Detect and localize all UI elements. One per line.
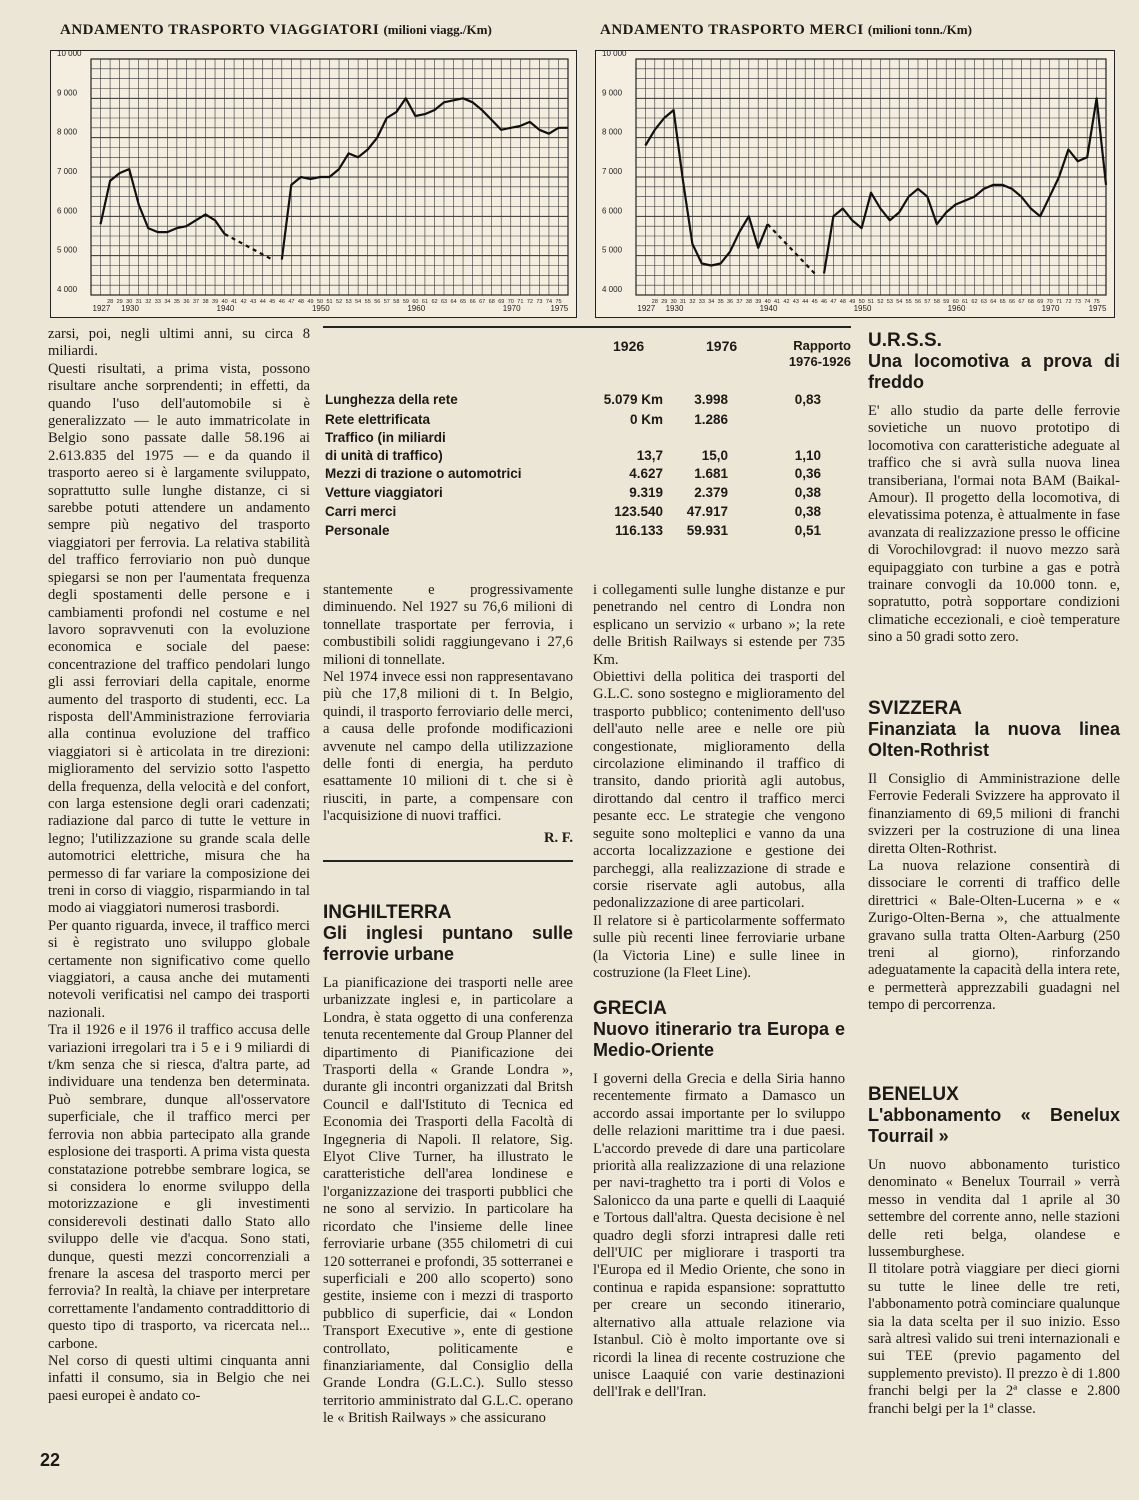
y-tick-label: 4 000 bbox=[602, 285, 623, 294]
x-minor-tick: 67 bbox=[1018, 299, 1025, 305]
table-cell-ratio: 0,38 bbox=[794, 485, 821, 500]
y-tick-label: 7 000 bbox=[57, 167, 78, 176]
chart-viaggiatori bbox=[50, 50, 577, 318]
y-tick-label: 8 000 bbox=[602, 127, 623, 137]
article-heading: BENELUX bbox=[868, 1084, 959, 1105]
table-cell-ratio: 0,83 bbox=[794, 392, 821, 407]
column-londra bbox=[593, 582, 845, 982]
table-cell-1926: 4.627 bbox=[629, 466, 663, 481]
x-minor-tick: 50 bbox=[858, 299, 865, 305]
y-tick-label: 10 000 bbox=[602, 51, 627, 58]
table-cell-label: Vetture viaggiatori bbox=[325, 485, 443, 500]
column-carbone bbox=[323, 582, 573, 847]
belgio-paragraph: Per quanto riguarda, invece, il traffico merci si è registrato uno sviluppo globale certamente non significativo come quello viaggiatori, a causa anche dei mutamenti notevoli verificatisi nel campo dei trasporti nazionali. bbox=[48, 917, 310, 1021]
article-subheading: L'abbonamento « Benelux Tourrail » bbox=[868, 1105, 1120, 1146]
x-minor-tick: 55 bbox=[364, 299, 371, 305]
x-minor-tick: 37 bbox=[736, 299, 743, 305]
x-tick-label: 1960 bbox=[947, 304, 966, 313]
x-minor-tick: 55 bbox=[905, 299, 912, 305]
x-minor-tick: 71 bbox=[517, 299, 524, 305]
x-tick-label: 1940 bbox=[216, 304, 235, 313]
table-cell-1926: 9.319 bbox=[629, 485, 663, 500]
x-minor-tick: 33 bbox=[698, 299, 705, 305]
x-minor-tick: 44 bbox=[259, 299, 266, 305]
table-cell-ratio: 0,36 bbox=[794, 466, 821, 481]
x-minor-tick: 52 bbox=[877, 299, 884, 305]
x-minor-tick: 40 bbox=[221, 299, 228, 305]
belgio-paragraph: Questi risultati, a prima vista, possono risultare anche sorprendenti; in effetti, da quando l'uso dell'automobile si è generalizzato — le auto immatricolate in Belgio sono passate dalle 58.196 ai 2.613.835 del 1975 — e da quando il trasporto aereo si è largamente sviluppato, soprattutto sulle lunghe distanze, ci si sarebbe potuti attendere un andamento sempre più negativo del trasporto viaggiatori per ferrovia. La relativa stabilità del traffico ferroviario non può dunque spiegarsi se non per l'aumentata frequenza degli spostamenti delle persone e i cambiamenti profondi nel costume e nel lavoro sopravvenuti con la evoluzione economica e sociale del paese: concentrazione del traffico pendolari lungo gli assi ferroviari della capitale, enorme aumento del trasporto di studenti, ecc. La risposta dell'Amministrazione ferroviaria alla continua evoluzione del traffico viaggiatori si è articolata in tre direzioni: miglioramento del servizio sotto l'aspetto della frequenza, della velocità e del confort, con larga estensione degli orari cadenzati; radiazione dal parco di tutte le vetture in legno; l'utilizzazione su grande scala delle automotrici elettriche, misura che ha permesso di far variare la composizione dei treni in corso di viaggio, risparmiando in tal modo ai viaggiatori numerosi trasbordi. bbox=[48, 360, 310, 917]
series-line-prewar bbox=[645, 110, 767, 265]
chart-title-merci bbox=[600, 22, 972, 39]
chart-merci-svg bbox=[596, 51, 1114, 317]
carbone-paragraph: stantemente e progressivamente diminuendo. Nel 1927 su 76,6 milioni di tonnellate trasportate per ferrovia, i combustibili solidi raggiungevano i 27,6 milioni di tonnellate. bbox=[323, 582, 573, 668]
table-cell-1976: 59.931 bbox=[686, 523, 728, 538]
x-minor-tick: 67 bbox=[479, 299, 486, 305]
y-tick-label: 5 000 bbox=[57, 245, 78, 255]
x-tick-label: 1930 bbox=[121, 304, 139, 313]
x-minor-tick: 51 bbox=[868, 299, 875, 305]
x-minor-tick: 56 bbox=[915, 299, 922, 305]
series-line-wartime-dashed bbox=[768, 224, 815, 273]
x-minor-tick: 36 bbox=[183, 299, 190, 305]
svizzera-paragraph: Il Consiglio di Amministrazione delle Ferrovie Federali Svizzere ha approvato il finanziamento di 69,5 milioni di franchi svizzeri per la costruzione di una linea diretta Olten-Rothrist. bbox=[868, 771, 1120, 857]
x-tick-label: 1975 bbox=[550, 304, 569, 313]
article-subheading: Gli inglesi puntano sulle ferrovie urbane bbox=[323, 923, 573, 964]
page-number: 22 bbox=[40, 1450, 61, 1470]
table-cell-1926: 116.133 bbox=[614, 523, 663, 538]
x-minor-tick: 45 bbox=[269, 299, 276, 305]
belgio-paragraph: Nel corso di questi ultimi cinquanta anni infatti il consumo, sia in Belgio che nei paesi europei è andato co- bbox=[48, 1352, 310, 1404]
x-minor-tick: 54 bbox=[896, 299, 903, 305]
x-minor-tick: 66 bbox=[1009, 299, 1016, 305]
x-minor-tick: 61 bbox=[962, 299, 969, 305]
table-cell-ratio: 0,38 bbox=[794, 504, 821, 519]
article-body bbox=[868, 771, 1120, 1015]
x-minor-tick: 50 bbox=[316, 299, 324, 305]
x-minor-tick: 49 bbox=[307, 299, 314, 305]
y-tick-label: 9 000 bbox=[57, 88, 78, 98]
x-minor-tick: 41 bbox=[231, 299, 238, 305]
x-minor-tick: 31 bbox=[135, 299, 142, 305]
chart-viaggiatori-svg bbox=[51, 51, 576, 317]
article-heading: GRECIA bbox=[593, 998, 667, 1019]
x-minor-tick: 71 bbox=[1056, 299, 1063, 305]
x-minor-tick: 41 bbox=[774, 299, 781, 305]
x-minor-tick: 58 bbox=[933, 299, 940, 305]
x-minor-tick: 29 bbox=[116, 299, 123, 305]
x-minor-tick: 39 bbox=[755, 299, 762, 305]
x-minor-tick: 62 bbox=[971, 299, 978, 305]
y-tick-label: 6 000 bbox=[602, 206, 623, 216]
table-cell-label: Lunghezza della rete bbox=[325, 392, 458, 407]
x-minor-tick: 40 bbox=[764, 299, 771, 305]
x-minor-tick: 46 bbox=[821, 299, 828, 305]
x-minor-tick: 68 bbox=[1027, 299, 1034, 305]
x-minor-tick: 68 bbox=[488, 299, 495, 305]
x-minor-tick: 74 bbox=[1084, 299, 1091, 305]
x-minor-tick: 45 bbox=[811, 299, 818, 305]
table-cell-1976: 3.998 bbox=[694, 392, 728, 407]
x-tick-label: 1950 bbox=[311, 304, 330, 313]
section-divider bbox=[323, 860, 573, 862]
table-cell-1976: 2.379 bbox=[694, 485, 728, 500]
x-minor-tick: 65 bbox=[460, 299, 467, 305]
x-minor-tick: 29 bbox=[661, 299, 668, 305]
x-minor-tick: 53 bbox=[345, 299, 352, 305]
x-tick-label: 1927 bbox=[637, 304, 656, 313]
y-tick-label: 4 000 bbox=[57, 285, 78, 294]
x-minor-tick: 49 bbox=[849, 299, 856, 305]
x-minor-tick: 64 bbox=[450, 299, 457, 305]
article-body bbox=[868, 1157, 1120, 1418]
svizzera-paragraph: La nuova relazione consentirà di dissociare le correnti di traffico delle direttrici « Bale-Olten-Lucerna » e « Zurigo-Olten-Berna », che attualmente gravano sulla tratta Olten-Aarburg (250 treni al giorno), rinforzando adeguatamente la capacità della intera rete, e permetterà apprezzabili guadagni nel tempo di percorrenza. bbox=[868, 858, 1120, 1014]
londra-paragraph: Obiettivi della politica dei trasporti del G.L.C. sono sostegno e miglioramento del trasporto pubblico; contenimento dell'uso dell'auto nelle aree e nelle ore più congestionate, miglioramento della circolazione eliminando il traffico di transito, dando priorità agli autobus, dirottando dal centro il traffico merci pesante ecc. Le strategie che vengono seguite sono molteplici e vanno da una accorta localizzazione e gestione dei parcheggi, alla realizzazione di strade e corsie riservate agli autobus, alla pedonalizzazione di aree particolari. bbox=[593, 669, 845, 912]
x-minor-tick: 44 bbox=[802, 299, 809, 305]
x-minor-tick: 51 bbox=[326, 299, 333, 305]
table-cell-1976: 1.286 bbox=[694, 412, 728, 427]
londra-paragraph: Il relatore si è particolarmente soffermato sulle più recenti linee ferroviarie urbane (la Victoria Line) e sulle linee in costruzione (la Fleet Line). bbox=[593, 912, 845, 981]
x-tick-label: 1940 bbox=[759, 304, 778, 313]
table-cell-label: Carri merci bbox=[325, 504, 397, 519]
table-cell-1976: 1.681 bbox=[694, 466, 728, 481]
table-cell-ratio: 0,51 bbox=[794, 523, 821, 538]
article-benelux bbox=[868, 1084, 1120, 1418]
column-belgio-text bbox=[48, 326, 310, 1405]
table-cell-label: Mezzi di trazione o automotrici bbox=[325, 466, 522, 481]
y-tick-label: 6 000 bbox=[57, 206, 78, 216]
x-minor-tick: 35 bbox=[717, 299, 724, 305]
x-minor-tick: 48 bbox=[839, 299, 846, 305]
table-cell-label: Rete elettrificata bbox=[325, 412, 431, 427]
article-svizzera bbox=[868, 698, 1120, 1015]
x-minor-tick: 34 bbox=[164, 299, 171, 305]
chart-title-viaggiatori bbox=[60, 22, 492, 39]
x-minor-tick: 58 bbox=[393, 299, 400, 305]
table-cell-label: Traffico (in miliardi bbox=[325, 430, 446, 445]
y-tick-label: 8 000 bbox=[57, 127, 78, 137]
x-minor-tick: 69 bbox=[498, 299, 505, 305]
x-minor-tick: 42 bbox=[240, 299, 247, 305]
x-minor-tick: 47 bbox=[288, 299, 295, 305]
x-tick-label: 1970 bbox=[502, 304, 521, 313]
benelux-paragraph: Il titolare potrà viaggiare per dieci giorni su tutte le linee delle tre reti, l'abbonamento potrà cominciare qualunque sia la data scelta per il suo inizio. Esso sarà altresì valido sui treni internazionali e sui TEE (previo pagamento del supplemento previsto). Il prezzo è di 1.800 franchi belgi per la 2ª classe e 2.800 franchi belgi per la 1ª classe. bbox=[868, 1261, 1120, 1417]
x-minor-tick: 33 bbox=[154, 299, 161, 305]
x-minor-tick: 73 bbox=[1074, 299, 1081, 305]
article-body bbox=[323, 975, 573, 1428]
x-tick-label: 1960 bbox=[407, 304, 426, 313]
x-minor-tick: 46 bbox=[278, 299, 285, 305]
x-minor-tick: 57 bbox=[924, 299, 931, 305]
x-minor-tick: 31 bbox=[680, 299, 687, 305]
chart-title-text: ANDAMENTO TRASPORTO VIAGGIATORI bbox=[60, 22, 380, 38]
x-minor-tick: 59 bbox=[402, 299, 409, 305]
signature: R. F. bbox=[543, 829, 573, 846]
table-cell-1976: 15,0 bbox=[701, 448, 728, 463]
table-top-rule bbox=[323, 326, 851, 328]
article-subheading: Nuovo itinerario tra Europa e Medio-Oriente bbox=[593, 1019, 845, 1060]
table-cell-label: di unità di traffico) bbox=[325, 448, 443, 463]
x-minor-tick: 42 bbox=[783, 299, 790, 305]
x-minor-tick: 64 bbox=[990, 299, 997, 305]
x-minor-tick: 69 bbox=[1037, 299, 1044, 305]
table-header-1976: 1976 bbox=[706, 338, 738, 354]
series-line-prewar bbox=[101, 169, 225, 234]
x-minor-tick: 63 bbox=[440, 299, 448, 305]
article-heading: U.R.S.S. bbox=[868, 330, 942, 351]
column-londra-text bbox=[593, 582, 845, 982]
x-minor-tick: 65 bbox=[999, 299, 1006, 305]
x-minor-tick: 28 bbox=[107, 299, 114, 305]
x-minor-tick: 37 bbox=[192, 299, 200, 305]
x-tick-label: 1970 bbox=[1041, 304, 1060, 313]
inghilterra-paragraph: La pianificazione dei trasporti nelle aree urbanizzate inglesi e, in particolare a Londra, è stata oggetto di una conferenza tenuta recentemente dal Group Planner del dipartimento di Pianificazione dei Trasporti della « Grande Londra », durante gli incontri organizzati dal Britsh Council e dall'Istituto di Tecnica ed Economia dei Trasporti della Facoltà di Ingegneria di Napoli. Il relatore, Sig. Elyot Clive Turner, ha illustrato le caratteristiche dell'area londinese e l'organizzazione dei trasporti pubblici che ne sono al servizio. In particolare ha ricordato che l'insieme delle linee ferroviarie urbane (355 chilometri di cui 120 sotterranei e profondi, 35 sotterranei e superficiali e 200 allo scoperto) sono gestite, insieme con i mezzi di trasporto pubblico di superficie, dai « London Transport Executive », ente di gestione controllato, politicamente e finanziariamente, dal Consiglio della Grande Londra (G.L.C.). Sullo stesso territorio amministrato dal G.L.C. operano le « British Railways » che assicurano bbox=[323, 975, 573, 1427]
table-cell-1926: 13,7 bbox=[636, 448, 663, 463]
x-tick-label: 1927 bbox=[92, 304, 111, 313]
x-minor-tick: 48 bbox=[297, 299, 305, 305]
x-minor-tick: 61 bbox=[421, 299, 429, 305]
y-tick-label: 7 000 bbox=[602, 167, 623, 176]
x-minor-tick: 43 bbox=[250, 299, 257, 305]
table-cell-1976: 47.917 bbox=[686, 504, 728, 519]
x-minor-tick: 70 bbox=[1046, 299, 1053, 305]
chart-title-text: ANDAMENTO TRASPORTO MERCI bbox=[600, 22, 864, 38]
x-minor-tick: 39 bbox=[212, 299, 219, 305]
x-minor-tick: 72 bbox=[1065, 299, 1072, 305]
belgio-paragraph: Tra il 1926 e il 1976 il traffico accusa delle variazioni irregolari tra i 5 e i 9 miliardi di t/km senza che si riesca, d'altra parte, ad individuare una tendenza ben determinata. Può sembrare, dunque all'osservatore superficiale, che il traffico merci per ferrovia non abbia partecipato alla grande esplosione dei trasporti. A prima vista questa constatazione potrebbe sembrare logica, se si considera lo enorme sviluppo della motorizzazione e gli investimenti considerevoli destinati dallo Stato allo sviluppo delle vie d'acqua. Sono stati, dunque, questi mezzi concorrenziali a frenare la ascesa del trasporto merci per ferrovia? In realtà, la chiave per interpretare correttamente l'andamento contraddittorio di questo tipo di trasporto, va ricercata nel... carbone. bbox=[48, 1022, 310, 1352]
x-minor-tick: 30 bbox=[670, 299, 677, 305]
x-minor-tick: 38 bbox=[745, 299, 752, 305]
x-minor-tick: 56 bbox=[374, 299, 381, 305]
x-minor-tick: 30 bbox=[126, 299, 133, 305]
table-cell-1926: 123.540 bbox=[614, 504, 663, 519]
x-minor-tick: 72 bbox=[526, 299, 533, 305]
y-tick-label: 10 000 bbox=[57, 51, 82, 58]
table-header-1926: 1926 bbox=[613, 338, 645, 354]
x-minor-tick: 36 bbox=[727, 299, 734, 305]
x-minor-tick: 74 bbox=[545, 299, 553, 305]
x-minor-tick: 34 bbox=[708, 299, 715, 305]
article-body bbox=[868, 403, 1120, 647]
x-minor-tick: 63 bbox=[980, 299, 987, 305]
x-minor-tick: 66 bbox=[469, 299, 476, 305]
benelux-paragraph: Un nuovo abbonamento turistico denominato « Benelux Tourrail » verrà messo in vendita dal 1 aprile al 30 settembre del corrente anno, nelle stazioni delle reti belga, olandese e lussemburghese. bbox=[868, 1157, 1120, 1261]
x-minor-tick: 52 bbox=[336, 299, 343, 305]
y-tick-label: 9 000 bbox=[602, 88, 623, 98]
table-cell-1926: 0 Km bbox=[629, 412, 663, 427]
chart-unit: (milioni viagg./Km) bbox=[383, 22, 492, 37]
article-heading: SVIZZERA bbox=[868, 698, 962, 719]
x-minor-tick: 59 bbox=[943, 299, 950, 305]
x-minor-tick: 28 bbox=[651, 299, 658, 305]
x-minor-tick: 73 bbox=[536, 299, 543, 305]
stats-table bbox=[323, 330, 851, 555]
belgio-paragraph: zarsi, poi, negli ultimi anni, su circa 8 miliardi. bbox=[48, 326, 310, 360]
x-minor-tick: 62 bbox=[431, 299, 438, 305]
x-minor-tick: 60 bbox=[952, 299, 959, 305]
chart-unit: (milioni tonn./Km) bbox=[867, 22, 972, 37]
table-cell-ratio: 1,10 bbox=[794, 448, 821, 463]
x-minor-tick: 75 bbox=[1093, 299, 1100, 305]
table-cell-1926: 5.079 Km bbox=[603, 392, 663, 407]
article-urss bbox=[868, 330, 1120, 647]
x-minor-tick: 54 bbox=[355, 299, 362, 305]
x-tick-label: 1930 bbox=[665, 304, 684, 313]
table-cell-label: Personale bbox=[325, 523, 390, 538]
x-minor-tick: 38 bbox=[202, 299, 209, 305]
urss-paragraph: E' allo studio da parte delle ferrovie sovietiche un nuovo prototipo di locomotiva con caratteristiche adeguate al traffico che si avrà sulla nuova linea transiberiana, l'ormai nota BAM (Baikal-Amour). Il progetto della locomotiva, di elevatissima potenza, è attualmente in fase avanzata di realizzazione presso le officine di Vorochilovgrad: il nuovo mezzo sarà equipaggiato con turbine a gas e potrà trainare convogli da 10.000 tonn. e, sopratutto, potrà sopportare condizioni climatiche eccezionali, e cioè temperature sino a 50 gradi sotto zero. bbox=[868, 403, 1120, 646]
x-minor-tick: 75 bbox=[555, 299, 562, 305]
carbone-paragraph: Nel 1974 invece essi non rappresentavano più che 17,8 milioni di t. In Belgio, quindi, il trasporto ferroviario delle merci, a causa delle profonde modificazioni avvenute nel campo della utilizzazione delle fonti di energia, ha perduto esattamente 10 milioni di t. che si è riusciti, in parte, a compensare con l'acquisizione di nuovi traffici. bbox=[323, 669, 573, 825]
x-minor-tick: 43 bbox=[792, 299, 799, 305]
x-minor-tick: 32 bbox=[689, 299, 696, 305]
x-minor-tick: 32 bbox=[145, 299, 152, 305]
article-heading: INGHILTERRA bbox=[323, 902, 452, 923]
y-tick-label: 5 000 bbox=[602, 245, 623, 255]
x-minor-tick: 35 bbox=[173, 299, 180, 305]
column-belgio bbox=[48, 326, 310, 1405]
column-carbone-text bbox=[323, 582, 573, 826]
x-minor-tick: 70 bbox=[507, 299, 514, 305]
londra-paragraph: i collegamenti sulle lunghe distanze e pur penetrando nel centro di Londra non esplicano un servizio « urbano »; la rete delle British Railways si estende per 735 Km. bbox=[593, 582, 845, 668]
article-subheading: Una locomotiva a prova di freddo bbox=[868, 351, 1120, 392]
article-subheading: Finanziata la nuova linea Olten-Rothrist bbox=[868, 719, 1120, 760]
x-tick-label: 1950 bbox=[853, 304, 872, 313]
grecia-paragraph: I governi della Grecia e della Siria hanno recentemente firmato a Damasco un accordo assai importante per lo sviluppo delle relazioni marittime tra i due paesi. L'accordo prevede di dare una particolare priorità alla realizzazione di una relazione per navi-traghetto tra i porti di Volos e Salonicco da una parte e quelli di Laaquié e Tortous dall'altra. Questa decisione è nel quadro degli sforzi intrapresi dalle reti dell'UIC per migliorare i trasporti tra l'Europa ed il Medio Oriente, che sono in continua e rapida espansione: soprattutto per creare un secondo itinerario, alternativo alla attuale relazione via Istanbul. Ciò è molto importante ove si ricordi la linea di recente costruzione che unisce Laaquié con varie destinazioni dell'Irak e dell'Iran. bbox=[593, 1071, 845, 1401]
x-minor-tick: 57 bbox=[383, 299, 390, 305]
x-tick-label: 1975 bbox=[1088, 304, 1107, 313]
article-inghilterra bbox=[323, 902, 573, 1428]
x-minor-tick: 60 bbox=[412, 299, 419, 305]
x-minor-tick: 47 bbox=[830, 299, 837, 305]
table-header-ratio: Rapporto 1976-1926 bbox=[788, 338, 851, 369]
chart-merci bbox=[595, 50, 1115, 318]
article-body bbox=[593, 1071, 845, 1402]
x-minor-tick: 53 bbox=[886, 299, 893, 305]
article-grecia bbox=[593, 998, 845, 1402]
